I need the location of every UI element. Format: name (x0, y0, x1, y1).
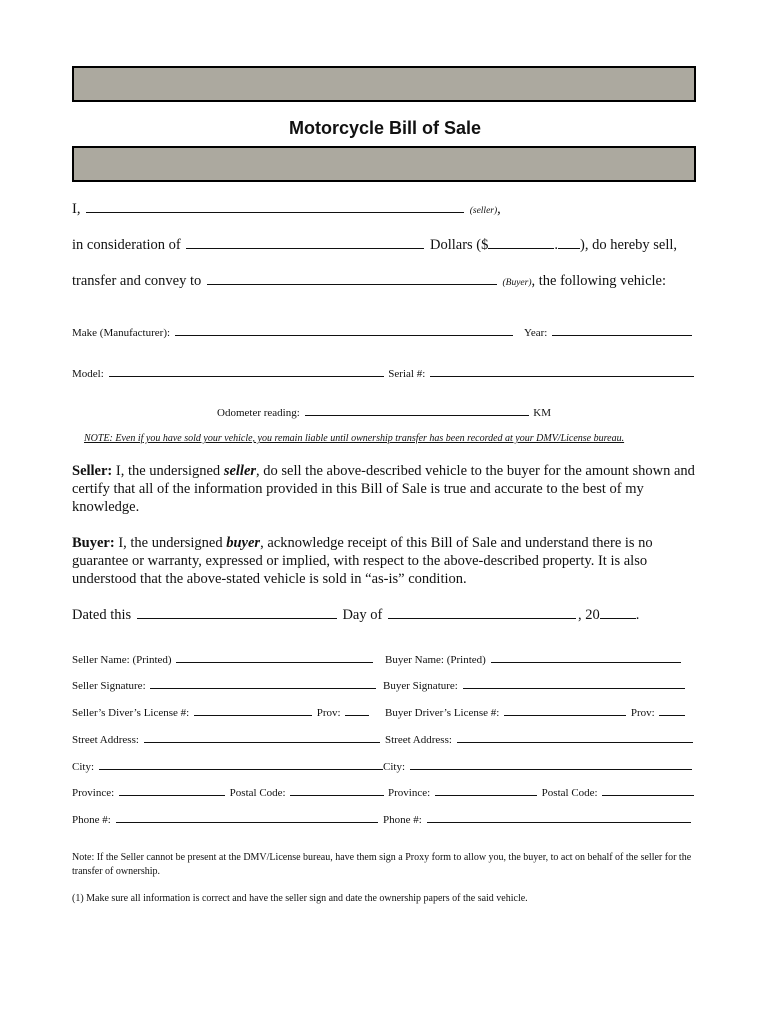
header-band-mid (72, 146, 696, 182)
buyer-name-blank[interactable] (207, 272, 497, 285)
buyer-license-field[interactable] (504, 705, 626, 716)
year-blank[interactable] (552, 325, 692, 336)
buyer-city-row (383, 759, 694, 773)
seller-sig-field[interactable] (150, 678, 376, 689)
serial-blank[interactable] (430, 366, 694, 377)
seller-name-blank[interactable] (86, 200, 464, 213)
buyer-street-label: Street Address: (385, 734, 452, 746)
day-of-label: Day of (342, 607, 383, 623)
month-blank[interactable] (388, 606, 576, 619)
buyer-prov-field[interactable] (659, 705, 685, 716)
odometer-blank[interactable] (305, 405, 529, 416)
consideration-line: in consideration of Dollars ($ . ), do hereby sell, (72, 237, 678, 253)
dated-period: . (635, 607, 640, 623)
year-blank-date[interactable] (600, 606, 636, 619)
seller-para-pre: I, the undersigned (112, 463, 224, 479)
buyer-name-label: Buyer Name: (Printed) (385, 654, 486, 666)
seller-prov-field[interactable] (345, 705, 369, 716)
do-hereby-label: ), do hereby sell, (580, 237, 678, 253)
seller-postal-field[interactable] (290, 785, 384, 796)
odometer-label: Odometer reading: (217, 407, 300, 419)
seller-city-field[interactable] (99, 759, 383, 770)
buyer-city-label: City: (383, 761, 406, 773)
seller-license-label: Seller’s Diver’s License #: (72, 707, 190, 719)
buyer-prov-label: Prov: (630, 707, 655, 719)
seller-street-field[interactable] (144, 732, 380, 743)
buyer-name-row (385, 652, 683, 666)
make-row (72, 325, 515, 339)
make-blank[interactable] (175, 325, 513, 336)
seller-paragraph (72, 462, 697, 516)
seller-para-post: , do sell the above-described vehicle to the buyer for the amount shown and certify that all of the information provided in this Bill of Sale is true and accurate to the best of my knowledge. (72, 463, 695, 515)
seller-license-row (72, 705, 371, 719)
km-label: KM (533, 407, 552, 419)
seller-phone-row (72, 812, 380, 826)
buyer-para-word: buyer (226, 535, 261, 551)
buyer-para-post: , acknowledge receipt of this Bill of Sale and understand there is no guarantee or warranty, expressed or implied, with respect to the above-described property. It is also understood that the above-stated vehicle is sold in “as-is” condition. (72, 535, 653, 587)
seller-city-label: City: (72, 761, 95, 773)
document-title: Motorcycle Bill of Sale (288, 118, 482, 138)
buyer-para-pre: I, the undersigned (114, 535, 227, 551)
seller-province-field[interactable] (119, 785, 225, 796)
buyer-name-field[interactable] (491, 652, 681, 663)
i-prefix: I, (72, 201, 81, 217)
seller-province-label: Province: (72, 787, 115, 799)
year-row (524, 325, 694, 339)
seller-sig-row (72, 678, 378, 692)
seller-name-label: Seller Name: (Printed) (72, 654, 172, 666)
buyer-tail: , the following vehicle: (531, 273, 667, 289)
buyer-license-label: Buyer Driver’s License #: (385, 707, 500, 719)
seller-street-row (72, 732, 382, 746)
year-prefix: , 20 (577, 607, 600, 623)
header-band-top (72, 66, 696, 102)
buyer-para-label: Buyer: (72, 535, 115, 551)
buyer-city-field[interactable] (410, 759, 692, 770)
seller-province-row (72, 785, 386, 799)
transfer-label: transfer and convey to (72, 273, 202, 289)
seller-para-label: Seller: (72, 463, 113, 479)
buyer-street-row (385, 732, 695, 746)
buyer-license-row (385, 705, 687, 719)
cents-blank[interactable] (558, 236, 580, 249)
seller-postal-label: Postal Code: (229, 787, 286, 799)
odometer-row (217, 405, 551, 419)
model-row (72, 366, 696, 380)
buyer-phone-row (383, 812, 693, 826)
buyer-paragraph (72, 534, 697, 588)
day-blank[interactable] (137, 606, 337, 619)
buyer-tag: (Buyer) (502, 278, 532, 288)
buyer-province-row (388, 785, 696, 799)
seller-prov-label: Prov: (316, 707, 341, 719)
buyer-sig-label: Buyer Signature: (383, 680, 458, 692)
seller-license-field[interactable] (194, 705, 312, 716)
seller-tag: (seller) (469, 206, 498, 216)
buyer-province-field[interactable] (435, 785, 537, 796)
seller-tail: , (497, 201, 501, 217)
dollars-blank[interactable] (488, 236, 554, 249)
seller-street-label: Street Address: (72, 734, 139, 746)
buyer-sig-row (383, 678, 687, 692)
buyer-postal-field[interactable] (602, 785, 694, 796)
seller-line (72, 200, 501, 218)
step-note: (1) Make sure all information is correct and have the seller sign and date the ownership papers of the said vehicle. (72, 893, 528, 904)
model-label: Model: (72, 368, 104, 380)
proxy-note: Note: If the Seller cannot be present at the DMV/License bureau, have them sign a Proxy form to allow you, the buyer, to act on behalf of the seller for the transfer of ownership. (72, 852, 692, 877)
seller-phone-field[interactable] (116, 812, 378, 823)
buyer-phone-label: Phone #: (383, 814, 422, 826)
liability-note: NOTE: Even if you have sold your vehicle, you remain liable until ownership transfer has been recorded at your DMV/License bureau. (84, 433, 625, 444)
model-blank[interactable] (109, 366, 384, 377)
dated-line (72, 606, 639, 624)
transfer-line (72, 272, 666, 290)
buyer-province-label: Province: (388, 787, 431, 799)
buyer-phone-field[interactable] (427, 812, 691, 823)
make-label: Make (Manufacturer): (72, 327, 171, 339)
buyer-sig-field[interactable] (463, 678, 685, 689)
seller-name-row (72, 652, 375, 666)
consideration-label: in consideration of (72, 237, 181, 253)
seller-name-field[interactable] (176, 652, 373, 663)
year-label: Year: (524, 327, 548, 339)
seller-sig-label: Seller Signature: (72, 680, 146, 692)
buyer-postal-label: Postal Code: (541, 787, 598, 799)
seller-para-word: seller (223, 463, 257, 479)
seller-city-row (72, 759, 385, 773)
serial-label: Serial #: (388, 368, 426, 380)
amount-words-blank[interactable] (186, 236, 424, 249)
dollars-label: Dollars ($ (429, 237, 489, 253)
dated-this-label: Dated this (72, 607, 132, 623)
seller-phone-label: Phone #: (72, 814, 111, 826)
buyer-street-field[interactable] (457, 732, 693, 743)
